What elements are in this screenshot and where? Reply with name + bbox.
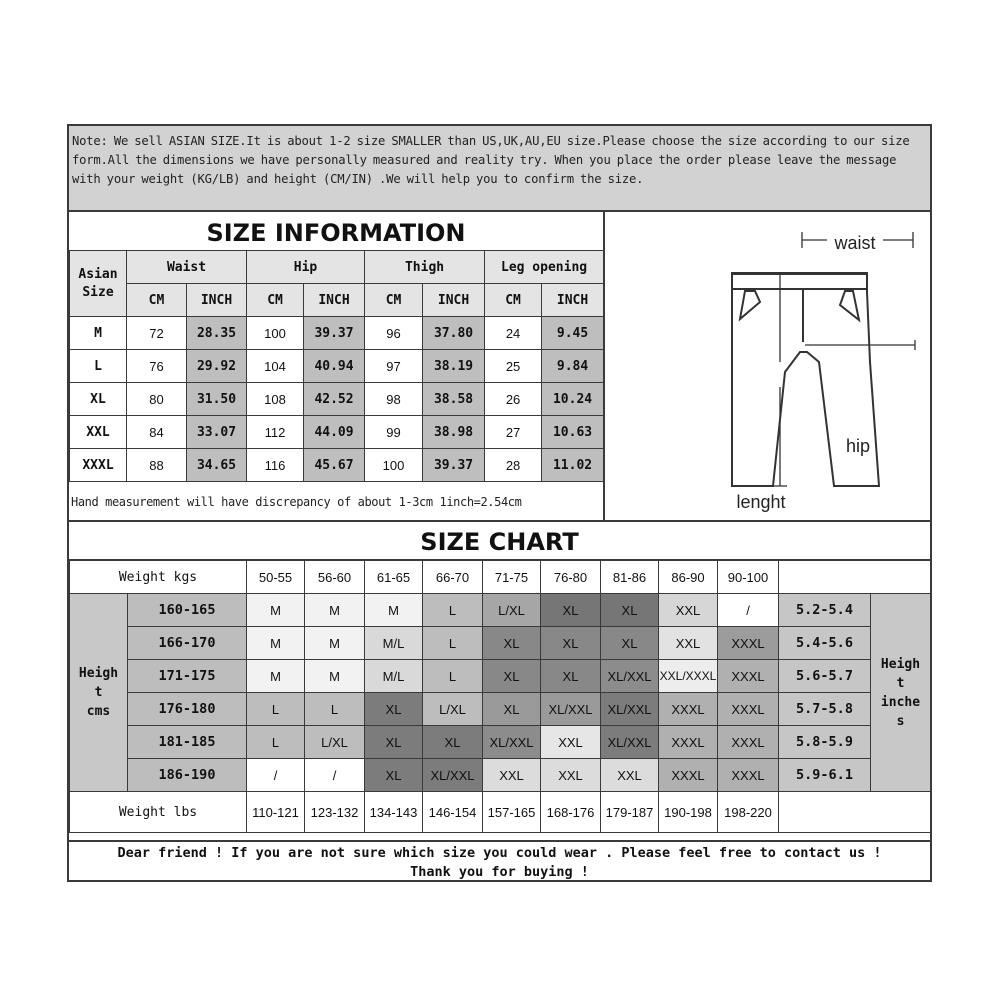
inch-value: 28.35 <box>187 317 247 350</box>
size-recommendation: M <box>247 660 305 693</box>
inch-value: 11.02 <box>542 449 604 482</box>
unit-header: INCH <box>187 284 247 317</box>
size-recommendation: XL <box>365 759 423 792</box>
height-row <box>70 627 931 660</box>
weight-lbs-value: 198-220 <box>718 792 779 833</box>
empty-cell <box>779 792 931 833</box>
size-recommendation: XL <box>541 627 601 660</box>
size-recommendation: L <box>247 726 305 759</box>
inch-value: 39.37 <box>304 317 365 350</box>
inch-value: 42.52 <box>304 383 365 416</box>
weight-lbs-value: 123-132 <box>305 792 365 833</box>
size-chart-title: SIZE CHART <box>69 520 930 560</box>
size-recommendation: / <box>305 759 365 792</box>
unit-header: INCH <box>304 284 365 317</box>
height-cm-range: 186-190 <box>128 759 247 792</box>
cm-value: 84 <box>127 416 187 449</box>
size-recommendation: L <box>305 693 365 726</box>
size-cell: M <box>70 317 127 350</box>
measure-group-header: Hip <box>247 251 365 284</box>
height-inch-range: 5.6-5.7 <box>779 660 871 693</box>
size-recommendation: M <box>247 594 305 627</box>
unit-header: INCH <box>542 284 604 317</box>
size-recommendation: L/XL <box>305 726 365 759</box>
cm-value: 88 <box>127 449 187 482</box>
height-inch-range: 5.7-5.8 <box>779 693 871 726</box>
size-recommendation: M <box>365 594 423 627</box>
cm-value: 80 <box>127 383 187 416</box>
size-recommendation: XL <box>365 693 423 726</box>
info-row <box>70 383 604 416</box>
weight-kgs-value: 90-100 <box>718 561 779 594</box>
height-row <box>70 726 931 759</box>
size-recommendation: M/L <box>365 627 423 660</box>
cm-value: 104 <box>247 350 304 383</box>
size-recommendation: XXL <box>601 759 659 792</box>
size-recommendation: XL/XXL <box>423 759 483 792</box>
size-recommendation: L <box>423 627 483 660</box>
height-cm-range: 181-185 <box>128 726 247 759</box>
size-recommendation: XXL/XXXL <box>659 660 718 693</box>
size-recommendation: M <box>305 627 365 660</box>
height-inch-range: 5.2-5.4 <box>779 594 871 627</box>
size-recommendation: XL/XXL <box>601 660 659 693</box>
weight-kgs-value: 81-86 <box>601 561 659 594</box>
info-row <box>70 449 604 482</box>
size-recommendation: XXL <box>483 759 541 792</box>
weight-lbs-value: 110-121 <box>247 792 305 833</box>
size-recommendation: / <box>247 759 305 792</box>
height-cm-range: 160-165 <box>128 594 247 627</box>
weight-kgs-label: Weight kgs <box>70 561 247 594</box>
unit-header: CM <box>247 284 304 317</box>
height-row <box>70 594 931 627</box>
inch-value: 38.58 <box>423 383 485 416</box>
weight-kgs-value: 61-65 <box>365 561 423 594</box>
size-recommendation: XL <box>601 594 659 627</box>
weight-lbs-value: 146-154 <box>423 792 483 833</box>
waistband <box>732 274 867 289</box>
size-recommendation: XXXL <box>718 660 779 693</box>
size-info-title: SIZE INFORMATION <box>206 219 466 247</box>
measure-group-header: Leg opening <box>485 251 604 284</box>
size-recommendation: L <box>247 693 305 726</box>
size-recommendation: XL <box>423 726 483 759</box>
footer-line-1: Dear friend ! If you are not sure which size you could wear . Please feel free to contact us ! <box>117 845 882 861</box>
size-sheet <box>67 124 932 882</box>
unit-header: CM <box>485 284 542 317</box>
height-inch-range: 5.8-5.9 <box>779 726 871 759</box>
unit-header: CM <box>127 284 187 317</box>
weight-lbs-value: 179-187 <box>601 792 659 833</box>
inch-value: 9.84 <box>542 350 604 383</box>
size-recommendation: XL <box>483 693 541 726</box>
measurement-note: Hand measurement will have discrepancy of about 1-3cm 1inch=2.54cm <box>71 495 522 509</box>
inch-value: 9.45 <box>542 317 604 350</box>
waist-label: waist <box>834 233 876 253</box>
footer-line-2: Thank you for buying ! <box>410 864 589 880</box>
cm-value: 24 <box>485 317 542 350</box>
cm-value: 27 <box>485 416 542 449</box>
size-recommendation: XXXL <box>718 759 779 792</box>
weight-lbs-label: Weight lbs <box>70 792 247 833</box>
size-recommendation: XXL <box>659 627 718 660</box>
size-recommendation: M <box>305 660 365 693</box>
cm-value: 108 <box>247 383 304 416</box>
weight-kgs-value: 76-80 <box>541 561 601 594</box>
size-recommendation: XL/XXL <box>541 693 601 726</box>
size-recommendation: XXXL <box>718 726 779 759</box>
info-row <box>70 416 604 449</box>
weight-lbs-value: 134-143 <box>365 792 423 833</box>
size-recommendation: XXXL <box>718 693 779 726</box>
cm-value: 26 <box>485 383 542 416</box>
left-pocket <box>740 291 760 319</box>
unit-header: CM <box>365 284 423 317</box>
footer-message <box>69 840 930 882</box>
right-pocket <box>840 291 859 320</box>
inch-value: 33.07 <box>187 416 247 449</box>
inch-value: 10.63 <box>542 416 604 449</box>
weight-lbs-value: 157-165 <box>483 792 541 833</box>
height-row <box>70 660 931 693</box>
inch-value: 37.80 <box>423 317 485 350</box>
cm-value: 28 <box>485 449 542 482</box>
size-recommendation: / <box>718 594 779 627</box>
size-recommendation: XL/XXL <box>483 726 541 759</box>
size-label: Size <box>82 284 114 300</box>
cm-value: 76 <box>127 350 187 383</box>
unit-header: INCH <box>423 284 485 317</box>
inch-value: 31.50 <box>187 383 247 416</box>
height-cm-range: 166-170 <box>128 627 247 660</box>
cm-value: 116 <box>247 449 304 482</box>
height-row <box>70 693 931 726</box>
length-label: lenght <box>736 492 786 512</box>
size-recommendation: XL <box>541 594 601 627</box>
size-recommendation: L <box>423 594 483 627</box>
cm-value: 25 <box>485 350 542 383</box>
cm-value: 72 <box>127 317 187 350</box>
asian-size-header <box>70 251 127 317</box>
inch-value: 38.19 <box>423 350 485 383</box>
empty-cell <box>779 561 931 594</box>
height-inch-label: Heigh t inche s <box>871 594 931 792</box>
weight-lbs-value: 168-176 <box>541 792 601 833</box>
inch-value: 10.24 <box>542 383 604 416</box>
cm-value: 100 <box>365 449 423 482</box>
inch-value: 34.65 <box>187 449 247 482</box>
size-cell: XXXL <box>70 449 127 482</box>
size-recommendation: M <box>247 627 305 660</box>
height-inch-range: 5.4-5.6 <box>779 627 871 660</box>
height-inch-range: 5.9-6.1 <box>779 759 871 792</box>
inch-value: 44.09 <box>304 416 365 449</box>
weight-kgs-row <box>70 561 931 594</box>
cm-value: 97 <box>365 350 423 383</box>
asian-label: Asian <box>78 266 118 282</box>
size-note: Note: We sell ASIAN SIZE.It is about 1-2 size SMALLER than US,UK,AU,EU size.Please choose the size according to our size form.All the dimensions we have personally measured and reality try. When you place the order please leave the message with your weight (KG/LB) and height (CM/IN) .We will help you to confirm the size. <box>69 126 930 212</box>
cm-value: 96 <box>365 317 423 350</box>
size-recommendation: L <box>423 660 483 693</box>
cm-value: 99 <box>365 416 423 449</box>
weight-lbs-value: 190-198 <box>659 792 718 833</box>
weight-lbs-row <box>70 792 931 833</box>
size-recommendation: XXXL <box>659 726 718 759</box>
size-recommendation: XL <box>483 627 541 660</box>
inch-value: 40.94 <box>304 350 365 383</box>
size-cell: L <box>70 350 127 383</box>
size-chart-table <box>69 560 931 833</box>
height-cm-range: 171-175 <box>128 660 247 693</box>
size-recommendation: XL <box>601 627 659 660</box>
size-recommendation: L/XL <box>423 693 483 726</box>
size-recommendation: XL <box>365 726 423 759</box>
size-recommendation: XXXL <box>659 693 718 726</box>
weight-kgs-value: 86-90 <box>659 561 718 594</box>
inch-value: 39.37 <box>423 449 485 482</box>
size-recommendation: XXXL <box>718 627 779 660</box>
inch-value: 45.67 <box>304 449 365 482</box>
size-recommendation: L/XL <box>483 594 541 627</box>
info-header-row <box>70 251 604 284</box>
weight-kgs-value: 56-60 <box>305 561 365 594</box>
cm-value: 100 <box>247 317 304 350</box>
size-cell: XXL <box>70 416 127 449</box>
weight-kgs-value: 66-70 <box>423 561 483 594</box>
measure-group-header: Waist <box>127 251 247 284</box>
measure-group-header: Thigh <box>365 251 485 284</box>
height-cm-label: Heigh t cms <box>70 594 128 792</box>
size-recommendation: XXXL <box>659 759 718 792</box>
weight-kgs-value: 50-55 <box>247 561 305 594</box>
size-recommendation: XL <box>541 660 601 693</box>
size-recommendation: XL/XXL <box>601 693 659 726</box>
size-recommendation: XXL <box>541 726 601 759</box>
height-row <box>70 759 931 792</box>
size-recommendation: XL <box>483 660 541 693</box>
size-recommendation: XXL <box>541 759 601 792</box>
size-recommendation: XXL <box>659 594 718 627</box>
info-unit-row <box>70 284 604 317</box>
size-info-table <box>69 250 604 482</box>
size-recommendation: M <box>305 594 365 627</box>
inch-value: 38.98 <box>423 416 485 449</box>
weight-kgs-value: 71-75 <box>483 561 541 594</box>
size-recommendation: XL/XXL <box>601 726 659 759</box>
info-row <box>70 317 604 350</box>
size-cell: XL <box>70 383 127 416</box>
cm-value: 98 <box>365 383 423 416</box>
inch-value: 29.92 <box>187 350 247 383</box>
hip-label: hip <box>845 436 871 456</box>
height-cm-range: 176-180 <box>128 693 247 726</box>
info-row <box>70 350 604 383</box>
pants-diagram <box>605 212 930 520</box>
cm-value: 112 <box>247 416 304 449</box>
size-recommendation: M/L <box>365 660 423 693</box>
